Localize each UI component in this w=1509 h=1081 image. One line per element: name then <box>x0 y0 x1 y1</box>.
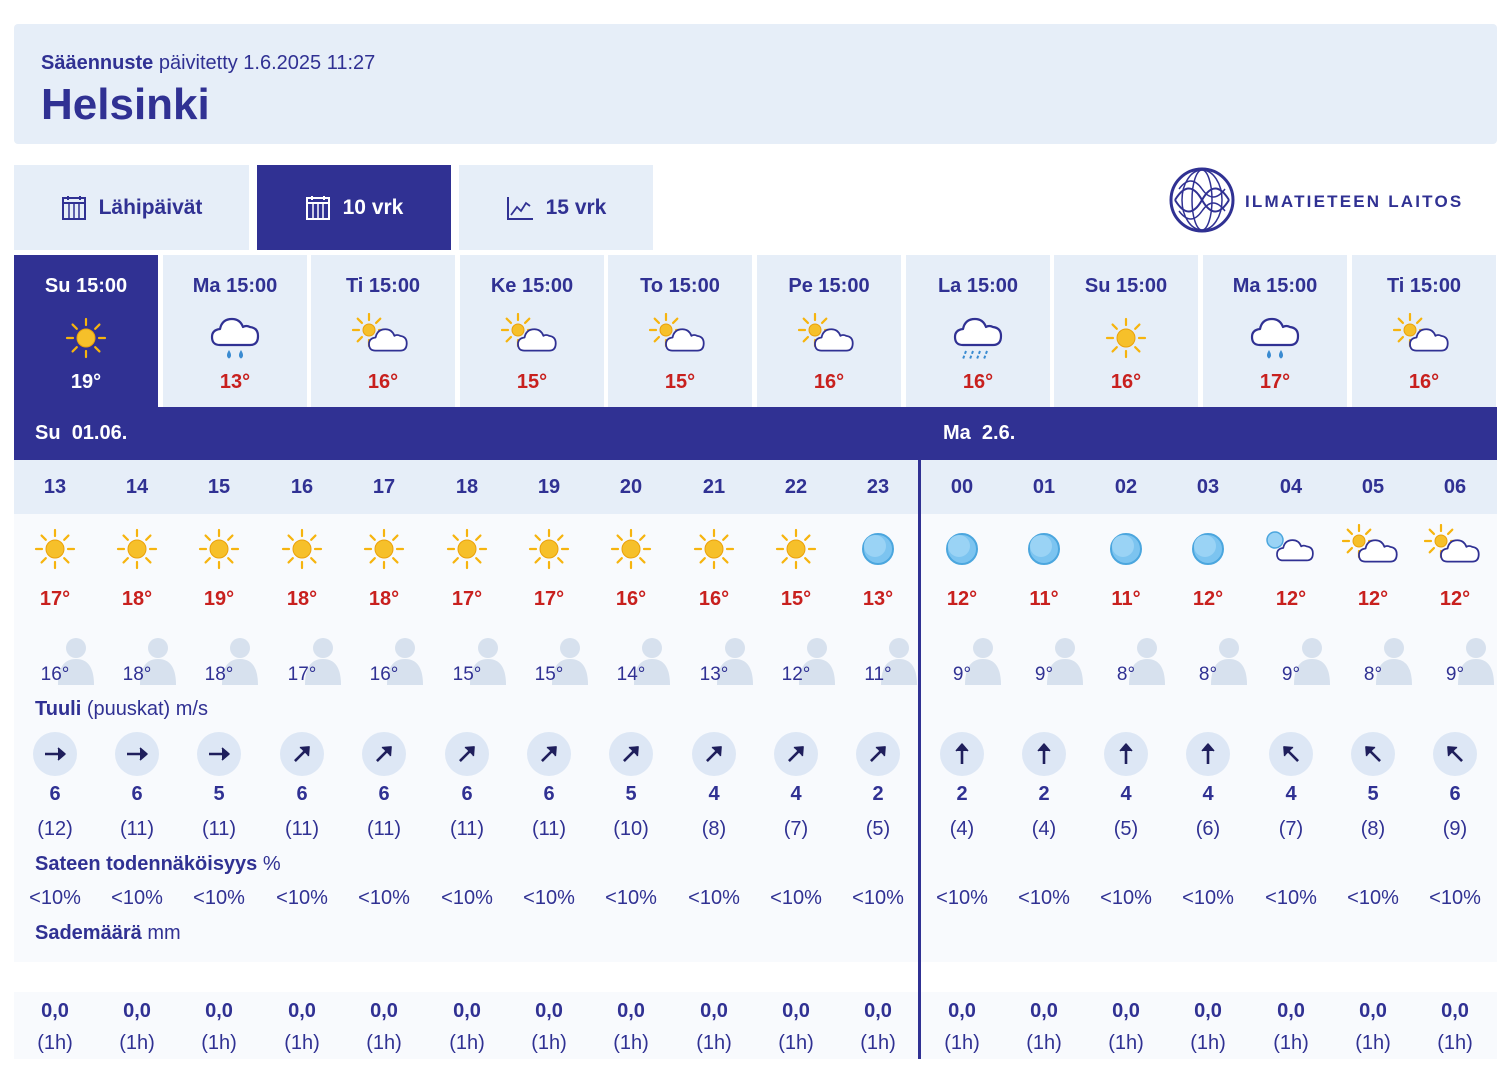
rain-amount: 0,0 <box>700 1000 728 1022</box>
feels-like <box>343 637 425 689</box>
wind-speed: 2 <box>956 783 968 805</box>
sun-icon <box>178 520 260 578</box>
wind-speed: 6 <box>131 783 143 805</box>
up-left-arrow-icon <box>1269 732 1313 776</box>
rain-probability: <10% <box>770 887 822 909</box>
tab-10-vrk[interactable] <box>257 165 451 250</box>
day-card[interactable] <box>1054 255 1198 407</box>
wind-direction <box>1085 732 1167 776</box>
cloud-rain-icon <box>1203 310 1347 366</box>
rain-amount-unit: mm <box>147 922 181 944</box>
rain-amount: 0,0 <box>370 1000 398 1022</box>
feels-like <box>755 637 837 689</box>
wind-gust: (5) <box>865 818 891 840</box>
feels-like-value: 8° <box>1363 664 1383 685</box>
rain-probability: <10% <box>523 887 575 909</box>
rain-amount: 0,0 <box>123 1000 151 1022</box>
day-card-label: Ti 15:00 <box>345 275 421 297</box>
feels-like <box>14 637 96 689</box>
rain-probability: <10% <box>276 887 328 909</box>
day-card-temp: 15° <box>516 371 548 393</box>
rain-prob-section-label <box>35 853 281 876</box>
feels-like-value: 15° <box>452 664 482 685</box>
wind-unit: (puuskat) m/s <box>86 698 208 720</box>
hour-label: 06 <box>1443 476 1467 498</box>
wind-gust: (7) <box>1278 818 1304 840</box>
rain-amount: 0,0 <box>1112 1000 1140 1022</box>
day-card[interactable] <box>757 255 901 407</box>
feels-like-value: 16° <box>369 664 399 685</box>
date-header-date: 2.6. <box>981 422 1016 444</box>
wind-gust: (11) <box>201 818 237 840</box>
rain-probability: <10% <box>358 887 410 909</box>
wind-speed: 5 <box>625 783 637 805</box>
up-left-arrow-icon <box>1351 732 1395 776</box>
up-right-arrow-icon <box>445 732 489 776</box>
wind-gust: (11) <box>284 818 320 840</box>
sun-cloud-icon <box>1414 520 1496 578</box>
feels-like-value: 15° <box>534 664 564 685</box>
wind-speed: 2 <box>872 783 884 805</box>
forecast-updated <box>41 50 1497 76</box>
moon-icon <box>921 520 1003 578</box>
day-card-label: La 15:00 <box>937 275 1019 297</box>
feels-like-value: 14° <box>616 664 646 685</box>
date-header-monday <box>921 407 1497 460</box>
tab-lahipaivat[interactable] <box>14 165 249 250</box>
feels-like-value: 9° <box>1445 664 1465 685</box>
wind-gust: (4) <box>1031 818 1057 840</box>
hour-label: 22 <box>784 476 808 498</box>
wind-direction <box>755 732 837 776</box>
rain-amount: 0,0 <box>535 1000 563 1022</box>
rain-amount: 0,0 <box>288 1000 316 1022</box>
wind-speed: 4 <box>790 783 802 805</box>
hour-temp: 12° <box>1192 588 1224 610</box>
day-card-label: Ti 15:00 <box>1386 275 1462 297</box>
wind-speed: 4 <box>1120 783 1132 805</box>
rain-period: (1h) <box>1437 1032 1473 1054</box>
moon-icon <box>1003 520 1085 578</box>
sun-cloud-icon <box>460 310 604 366</box>
feels-like-value: 18° <box>204 664 234 685</box>
feels-like-value: 16° <box>40 664 70 685</box>
fmi-logo-icon <box>1169 167 1235 238</box>
hour-label: 14 <box>125 476 149 498</box>
hour-temp: 12° <box>946 588 978 610</box>
rain-amount: 0,0 <box>782 1000 810 1022</box>
day-card-label: Pe 15:00 <box>788 275 870 297</box>
hour-label: 17 <box>372 476 396 498</box>
up-arrow-icon <box>1104 732 1148 776</box>
day-card-label: Su 15:00 <box>44 275 128 297</box>
feels-like <box>1414 637 1496 689</box>
calendar-icon <box>305 195 331 221</box>
day-card[interactable] <box>1203 255 1347 407</box>
moon-cloud-icon <box>1250 520 1332 578</box>
wind-speed: 6 <box>543 783 555 805</box>
tab-15-vrk[interactable] <box>459 165 653 250</box>
wind-speed: 5 <box>213 783 225 805</box>
sun-icon <box>14 520 96 578</box>
wind-gust: (5) <box>1113 818 1139 840</box>
rain-period: (1h) <box>860 1032 896 1054</box>
wind-direction <box>921 732 1003 776</box>
feels-like <box>508 637 590 689</box>
sun-icon <box>590 520 672 578</box>
wind-direction <box>1003 732 1085 776</box>
date-header-day: Ma <box>943 422 971 444</box>
rain-probability: <10% <box>29 887 81 909</box>
rain-amount-section-label <box>35 922 181 945</box>
wind-direction <box>96 732 178 776</box>
rain-period: (1h) <box>201 1032 237 1054</box>
wind-gust: (7) <box>783 818 809 840</box>
wind-direction <box>14 732 96 776</box>
hour-temp: 12° <box>1439 588 1471 610</box>
wind-speed: 5 <box>1367 783 1379 805</box>
rain-period: (1h) <box>449 1032 485 1054</box>
sun-icon <box>755 520 837 578</box>
cloud-rain-icon <box>163 310 307 366</box>
wind-direction <box>1414 732 1496 776</box>
feels-like <box>921 637 1003 689</box>
day-card[interactable] <box>1352 255 1496 407</box>
wind-speed: 4 <box>1202 783 1214 805</box>
sun-icon <box>673 520 755 578</box>
wind-gust: (6) <box>1195 818 1221 840</box>
hour-temp: 19° <box>203 588 235 610</box>
day-card-temp: 19° <box>70 371 102 393</box>
feels-like <box>261 637 343 689</box>
rain-period: (1h) <box>119 1032 155 1054</box>
rain-probability: <10% <box>1182 887 1234 909</box>
feels-like-value: 9° <box>952 664 972 685</box>
day-card-temp: 16° <box>1110 371 1142 393</box>
rain-amount: 0,0 <box>205 1000 233 1022</box>
rain-prob-unit: % <box>262 853 281 875</box>
wind-direction <box>508 732 590 776</box>
rain-amount: 0,0 <box>617 1000 645 1022</box>
rain-probability: <10% <box>441 887 493 909</box>
feels-like-value: 13° <box>699 664 729 685</box>
moon-icon <box>837 520 919 578</box>
right-arrow-icon <box>33 732 77 776</box>
up-arrow-icon <box>940 732 984 776</box>
wind-direction <box>1332 732 1414 776</box>
day-card-temp: 16° <box>962 371 994 393</box>
hour-label: 01 <box>1032 476 1056 498</box>
sun-icon <box>508 520 590 578</box>
rain-amount-label: Sademäärä <box>35 922 142 944</box>
up-right-arrow-icon <box>856 732 900 776</box>
rain-period: (1h) <box>944 1032 980 1054</box>
feels-like <box>1250 637 1332 689</box>
rain-period: (1h) <box>778 1032 814 1054</box>
day-card[interactable] <box>608 255 752 407</box>
rain-period: (1h) <box>613 1032 649 1054</box>
hour-label: 21 <box>702 476 726 498</box>
hour-temp: 18° <box>368 588 400 610</box>
sun-icon <box>1054 310 1198 366</box>
rain-probability: <10% <box>193 887 245 909</box>
feels-like <box>178 637 260 689</box>
wind-speed: 6 <box>1449 783 1461 805</box>
hour-temp: 18° <box>121 588 153 610</box>
tab-label: Lähipäivät <box>98 195 203 219</box>
rain-probability: <10% <box>936 887 988 909</box>
wind-speed: 4 <box>1285 783 1297 805</box>
tab-label: 10 vrk <box>342 195 404 219</box>
forecast-label: Sääennuste <box>41 52 154 74</box>
day-card[interactable] <box>460 255 604 407</box>
up-arrow-icon <box>1022 732 1066 776</box>
rain-period: (1h) <box>1355 1032 1391 1054</box>
feels-like <box>426 637 508 689</box>
hour-temp: 12° <box>1357 588 1389 610</box>
rain-probability: <10% <box>852 887 904 909</box>
wind-direction <box>1167 732 1249 776</box>
feels-like-value: 9° <box>1281 664 1301 685</box>
sun-cloud-icon <box>311 310 455 366</box>
wind-gust: (8) <box>1360 818 1386 840</box>
day-card-label: Ke 15:00 <box>490 275 574 297</box>
sun-icon <box>343 520 425 578</box>
right-arrow-icon <box>197 732 241 776</box>
wind-section-label <box>35 698 208 721</box>
rain-period: (1h) <box>1026 1032 1062 1054</box>
feels-like-value: 17° <box>287 664 317 685</box>
rain-probability: <10% <box>605 887 657 909</box>
rain-period: (1h) <box>284 1032 320 1054</box>
forecast-header <box>14 24 1497 144</box>
wind-gust: (11) <box>531 818 567 840</box>
rain-bar-area <box>14 962 1497 992</box>
feels-like <box>837 637 919 689</box>
feels-like-value: 8° <box>1116 664 1136 685</box>
moon-icon <box>1085 520 1167 578</box>
fmi-logo[interactable] <box>1169 169 1463 235</box>
feels-like-value: 9° <box>1034 664 1054 685</box>
sun-icon <box>96 520 178 578</box>
rain-amount: 0,0 <box>1277 1000 1305 1022</box>
sun-cloud-icon <box>1332 520 1414 578</box>
rain-probability: <10% <box>1265 887 1317 909</box>
rain-amount: 0,0 <box>948 1000 976 1022</box>
wind-direction <box>1250 732 1332 776</box>
wind-speed: 6 <box>378 783 390 805</box>
up-arrow-icon <box>1186 732 1230 776</box>
wind-gust: (12) <box>37 818 73 840</box>
date-header-date: 01.06. <box>71 422 128 444</box>
rain-probability: <10% <box>1429 887 1481 909</box>
day-card[interactable] <box>163 255 307 407</box>
feels-like <box>1085 637 1167 689</box>
city-title: Helsinki <box>41 80 210 129</box>
rain-period: (1h) <box>366 1032 402 1054</box>
rain-probability: <10% <box>111 887 163 909</box>
up-right-arrow-icon <box>774 732 818 776</box>
sun-cloud-icon <box>1352 310 1496 366</box>
rain-period: (1h) <box>531 1032 567 1054</box>
wind-gust: (11) <box>119 818 155 840</box>
hour-temp: 11° <box>1111 588 1141 610</box>
hour-label: 15 <box>207 476 231 498</box>
hour-label: 02 <box>1114 476 1138 498</box>
rain-amount: 0,0 <box>41 1000 69 1022</box>
hour-temp: 16° <box>698 588 730 610</box>
day-card[interactable] <box>311 255 455 407</box>
day-card-label: Su 15:00 <box>1084 275 1168 297</box>
wind-gust: (8) <box>701 818 727 840</box>
rain-amount: 0,0 <box>453 1000 481 1022</box>
day-card[interactable] <box>906 255 1050 407</box>
hour-temp: 15° <box>780 588 812 610</box>
day-card[interactable] <box>14 255 158 407</box>
feels-like <box>673 637 755 689</box>
hour-label: 03 <box>1196 476 1220 498</box>
hour-label: 20 <box>619 476 643 498</box>
wind-speed: 2 <box>1038 783 1050 805</box>
rain-period: (1h) <box>1190 1032 1226 1054</box>
day-card-temp: 17° <box>1259 371 1291 393</box>
feels-like <box>96 637 178 689</box>
rain-period: (1h) <box>696 1032 732 1054</box>
hour-label: 19 <box>537 476 561 498</box>
date-header-sunday <box>14 407 918 460</box>
wind-speed: 6 <box>49 783 61 805</box>
hour-label: 18 <box>455 476 479 498</box>
rain-amount: 0,0 <box>1441 1000 1469 1022</box>
up-left-arrow-icon <box>1433 732 1477 776</box>
right-arrow-icon <box>115 732 159 776</box>
up-right-arrow-icon <box>527 732 571 776</box>
wind-gust: (4) <box>949 818 975 840</box>
feels-like <box>590 637 672 689</box>
rain-probability: <10% <box>1018 887 1070 909</box>
rain-amount: 0,0 <box>864 1000 892 1022</box>
up-right-arrow-icon <box>280 732 324 776</box>
wind-direction <box>837 732 919 776</box>
sun-icon <box>426 520 508 578</box>
feels-like <box>1332 637 1414 689</box>
wind-direction <box>590 732 672 776</box>
day-card-label: To 15:00 <box>640 275 720 297</box>
tab-label: 15 vrk <box>545 195 607 219</box>
rain-amount: 0,0 <box>1030 1000 1058 1022</box>
day-divider <box>918 407 921 1059</box>
feels-like <box>1003 637 1085 689</box>
cloud-sleet-icon <box>906 310 1050 366</box>
hour-temp: 17° <box>533 588 565 610</box>
calendar-icon <box>61 195 87 221</box>
wind-direction <box>426 732 508 776</box>
hour-temp: 12° <box>1275 588 1307 610</box>
rain-period: (1h) <box>1273 1032 1309 1054</box>
wind-label: Tuuli <box>35 698 82 720</box>
wind-gust: (10) <box>613 818 649 840</box>
day-card-temp: 16° <box>367 371 399 393</box>
sun-cloud-icon <box>608 310 752 366</box>
hour-temp: 13° <box>862 588 894 610</box>
hour-temp: 11° <box>1029 588 1059 610</box>
hour-temp: 18° <box>286 588 318 610</box>
wind-speed: 6 <box>461 783 473 805</box>
hour-temp: 17° <box>451 588 483 610</box>
up-right-arrow-icon <box>609 732 653 776</box>
hour-temp: 16° <box>615 588 647 610</box>
line-chart-icon <box>506 195 534 221</box>
feels-like-value: 11° <box>864 664 892 685</box>
hour-label: 04 <box>1279 476 1303 498</box>
up-right-arrow-icon <box>362 732 406 776</box>
sun-icon <box>14 310 158 366</box>
feels-like <box>1167 637 1249 689</box>
rain-probability: <10% <box>1347 887 1399 909</box>
day-card-temp: 16° <box>1408 371 1440 393</box>
fmi-logo-text: ILMATIETEEN LAITOS <box>1245 192 1464 211</box>
moon-icon <box>1167 520 1249 578</box>
hour-temp: 17° <box>39 588 71 610</box>
day-card-label: Ma 15:00 <box>192 275 278 297</box>
date-header-day: Su <box>35 422 61 444</box>
up-right-arrow-icon <box>692 732 736 776</box>
hour-label: 05 <box>1361 476 1385 498</box>
wind-gust: (11) <box>366 818 402 840</box>
hour-label: 13 <box>43 476 67 498</box>
feels-like-value: 12° <box>781 664 811 685</box>
wind-gust: (9) <box>1442 818 1468 840</box>
hour-label: 16 <box>290 476 314 498</box>
wind-direction <box>261 732 343 776</box>
rain-amount: 0,0 <box>1359 1000 1387 1022</box>
day-card-temp: 16° <box>813 371 845 393</box>
rain-probability: <10% <box>1100 887 1152 909</box>
wind-direction <box>673 732 755 776</box>
wind-speed: 4 <box>708 783 720 805</box>
day-card-temp: 13° <box>219 371 251 393</box>
rain-period: (1h) <box>37 1032 73 1054</box>
rain-probability: <10% <box>688 887 740 909</box>
feels-like-value: 18° <box>122 664 152 685</box>
hour-label: 00 <box>950 476 974 498</box>
wind-speed: 6 <box>296 783 308 805</box>
sun-cloud-icon <box>757 310 901 366</box>
rain-period: (1h) <box>1108 1032 1144 1054</box>
day-card-temp: 15° <box>664 371 696 393</box>
rain-amount: 0,0 <box>1194 1000 1222 1022</box>
wind-direction <box>178 732 260 776</box>
hour-label: 23 <box>866 476 890 498</box>
sun-icon <box>261 520 343 578</box>
updated-text: päivitetty 1.6.2025 11:27 <box>158 52 376 74</box>
rain-prob-label: Sateen todennäköisyys <box>35 853 258 875</box>
feels-like-value: 8° <box>1198 664 1218 685</box>
wind-gust: (11) <box>449 818 485 840</box>
wind-direction <box>343 732 425 776</box>
day-card-label: Ma 15:00 <box>1232 275 1318 297</box>
day-summary-strip <box>14 255 1497 407</box>
